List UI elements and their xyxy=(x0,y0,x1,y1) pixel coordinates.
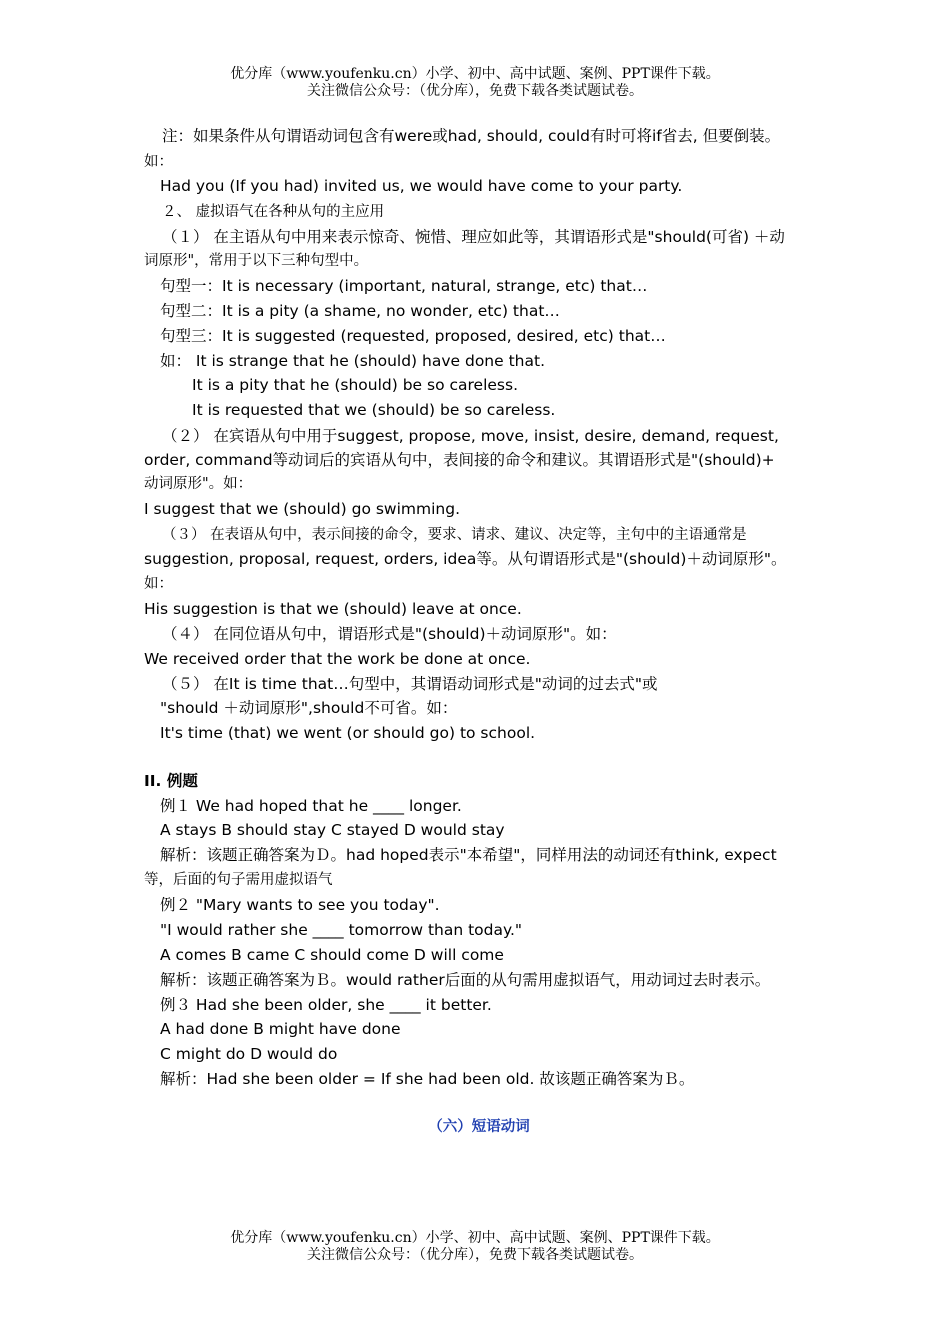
page-footer xyxy=(0,1230,950,1264)
example-2: It is a pity that he (should) be so careless. xyxy=(192,376,518,394)
pattern-1: 句型一：It is necessary (important, natural, strange, etc) that… xyxy=(160,277,648,295)
footer-line-1: 优分库（www.youfenku.cn）小学、初中、高中试题、案例、PPT课件下载。 xyxy=(230,1230,720,1246)
question-2-analysis: 解析：该题正确答案为Ｂ。would rather后面的从句需用虚拟语气，用动词过去时表示。 xyxy=(160,971,771,989)
note-example: Had you (If you had) invited us, we would have come to your party. xyxy=(160,177,683,195)
para-4-line-1: （４） 在同位语从句中，谓语形式是"(should)＋动词原形"。如： xyxy=(162,625,617,643)
para-4-example: We received order that the work be done at once. xyxy=(144,650,531,668)
para-3-line-2: suggestion, proposal, request, orders, idea等。从句谓语形式是"(should)＋动词原形"。 xyxy=(144,550,787,568)
para-2-example: I suggest that we (should) go swimming. xyxy=(144,500,461,518)
note-line-1: 注：如果条件从句谓语动词包含有were或had, should, could有时可将if省去, 但要倒装。 xyxy=(162,127,781,145)
section-2-title: ２、 虚拟语气在各种从句的主应用 xyxy=(162,204,385,220)
question-2-stem-1: 例２ "Mary wants to see you today". xyxy=(160,896,440,914)
para-1-line-2: 词原形"，常用于以下三种句型中。 xyxy=(144,253,369,269)
para-2-line-1: （２） 在宾语从句中用于suggest, propose, move, insist, desire, demand, request, xyxy=(162,427,779,445)
question-1-options: A stays B should stay C stayed D would stay xyxy=(160,821,505,839)
pattern-2: 句型二：It is a pity (a shame, no wonder, etc) that… xyxy=(160,302,560,320)
question-1-analysis-line-1: 解析：该题正确答案为Ｄ。had hoped表示"本希望"，同样用法的动词还有think, expect xyxy=(160,846,777,864)
pattern-3: 句型三：It is suggested (requested, proposed, desired, etc) that… xyxy=(160,327,666,345)
question-3-options-2: C might do D would do xyxy=(160,1045,338,1063)
example-1: 如： It is strange that he (should) have done that. xyxy=(160,352,545,370)
para-2-line-3: 动词原形"。如： xyxy=(144,476,253,492)
footer-line-2: 关注微信公众号：（优分库），免费下载各类试题试卷。 xyxy=(307,1247,643,1263)
note-line-2: 如： xyxy=(144,154,173,170)
question-3-stem: 例３ Had she been older, she ____ it better. xyxy=(160,996,492,1014)
para-1-line-1: （１） 在主语从句中用来表示惊奇、惋惜、理应如此等，其谓语形式是"should(可省) ＋动 xyxy=(162,228,785,246)
question-2-stem-2: "I would rather she ____ tomorrow than today." xyxy=(160,921,523,939)
question-3-options-1: A had done B might have done xyxy=(160,1020,401,1038)
section-6-title: （六）短语动词 xyxy=(428,1118,530,1135)
para-2-line-2: order, command等动词后的宾语从句中，表间接的命令和建议。其谓语形式是"(should)+ xyxy=(144,451,775,469)
para-5-example: It's time (that) we went (or should go) to school. xyxy=(160,724,536,742)
question-2-options: A comes B came C should come D will come xyxy=(160,946,504,964)
example-3: It is requested that we (should) be so careless. xyxy=(192,401,556,419)
question-3-analysis: 解析：Had she been older = If she had been old. 故该题正确答案为Ｂ。 xyxy=(160,1070,695,1088)
para-5-line-1: （５） 在It is time that…句型中，其谓语动词形式是"动词的过去式"或 xyxy=(162,675,658,693)
para-3-example: His suggestion is that we (should) leave at once. xyxy=(144,600,522,618)
question-1-analysis-line-2: 等，后面的句子需用虚拟语气 xyxy=(144,872,333,888)
para-5-line-2: "should ＋动词原形",should不可省。如： xyxy=(160,699,458,717)
section-ii-title: II. 例题 xyxy=(144,772,198,790)
header-line-1: 优分库（www.youfenku.cn）小学、初中、高中试题、案例、PPT课件下载。 xyxy=(230,66,720,82)
para-3-line-1: （３） 在表语从句中，表示间接的命令，要求、请求、建议、决定等，主句中的主语通常是 xyxy=(162,527,747,543)
question-1-stem: 例１ We had hoped that he ____ longer. xyxy=(160,797,462,815)
page-header xyxy=(0,66,950,100)
para-3-line-3: 如： xyxy=(144,576,173,592)
header-line-2: 关注微信公众号：（优分库），免费下载各类试题试卷。 xyxy=(307,83,643,99)
